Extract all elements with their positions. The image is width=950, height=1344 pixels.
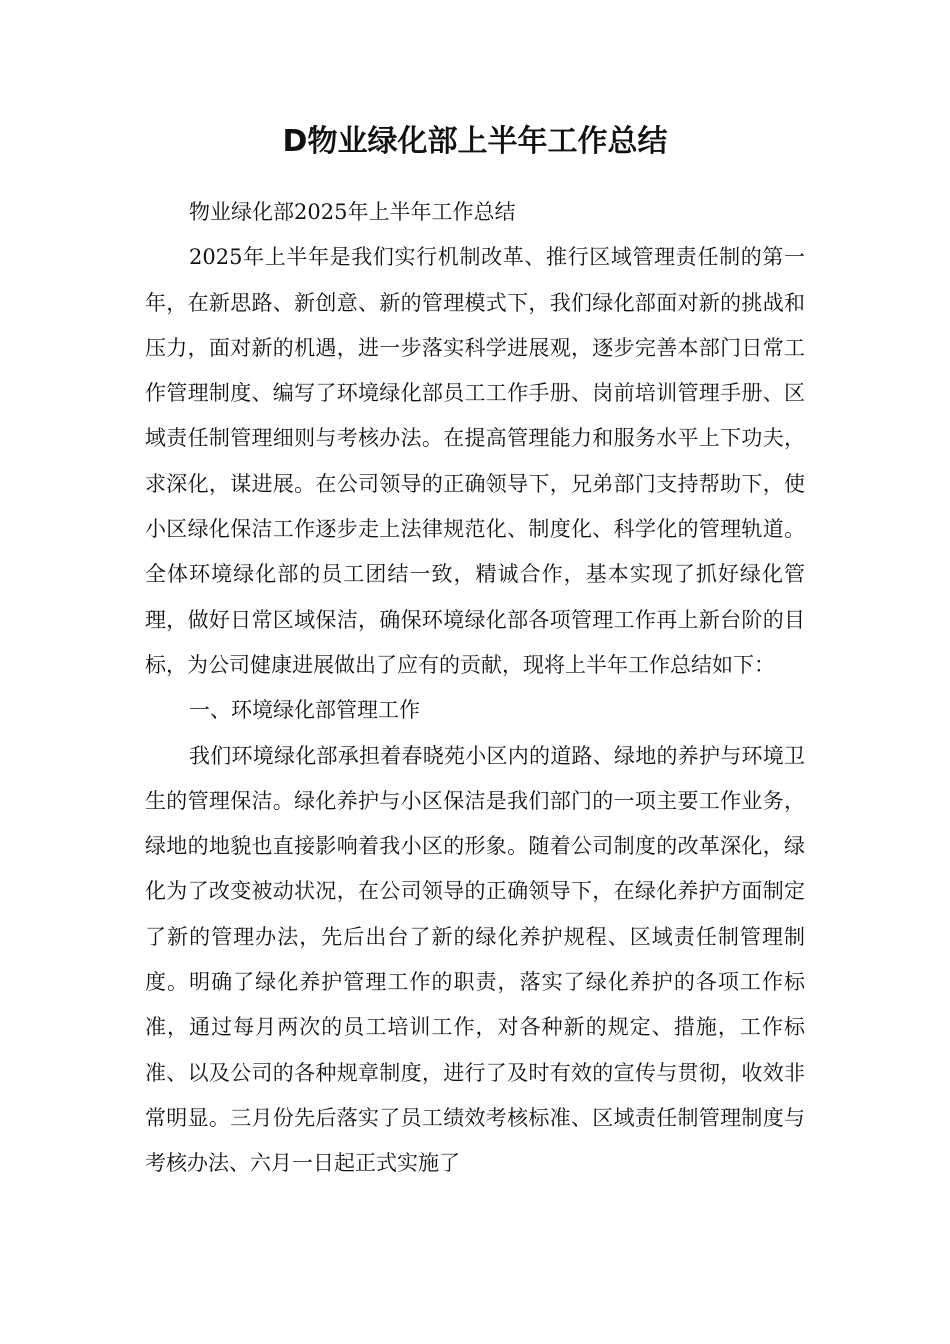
body-paragraph: 我们环境绿化部承担着春晓苑小区内的道路、绿地的养护与环境卫生的管理保洁。绿化养护与小区保洁是我们部门的一项主要工作业务，绿地的地貌也直接影响着我小区的形象。随着公司制度的改革深化，绿化为了改变被动状况，在公司领导的正确领导下，在绿化养护方面制定了新的管理办法，先后出台了新的绿化养护规程、区域责任制管理制度。明确了绿化养护管理工作的职责，落实了绿化养护的各项工作标准，通过每月两次的员工培训工作，对各种新的规定、措施，工作标准、以及公司的各种规章制度，进行了及时有效的宣传与贯彻，收效非常明显。三月份先后落实了员工绩效考核标准、区域责任制管理制度与考核办法、六月一日起正式实施了 bbox=[145, 743, 805, 1176]
body-paragraph: 2025年上半年是我们实行机制改革、推行区域管理责任制的第一年，在新思路、新创意、新的管理模式下，我们绿化部面对新的挑战和压力，面对新的机遇，进一步落实科学进展观，逐步完善本部门日常工作管理制度、编写了环境绿化部员工工作手册、岗前培训管理手册、区域责任制管理细则与考核办法。在提高管理能力和服务水平上下功夫，求深化，谋进展。在公司领导的正确领导下，兄弟部门支持帮助下，使小区绿化保洁工作逐步走上法律规范化、制度化、科学化的管理轨道。全体环境绿化部的员工团结一致，精诚合作，基本实现了抓好绿化管理，做好日常区域保洁，确保环境绿化部各项管理工作再上新台阶的目标，为公司健康进展做出了应有的贡献，现将上半年工作总结如下： bbox=[145, 245, 805, 677]
subtitle-paragraph: 物业绿化部2025年上半年工作总结 bbox=[189, 200, 516, 224]
document-body bbox=[145, 190, 805, 1187]
document-title: D物业绿化部上半年工作总结 bbox=[282, 124, 668, 159]
section-heading: 一、环境绿化部管理工作 bbox=[189, 698, 420, 723]
